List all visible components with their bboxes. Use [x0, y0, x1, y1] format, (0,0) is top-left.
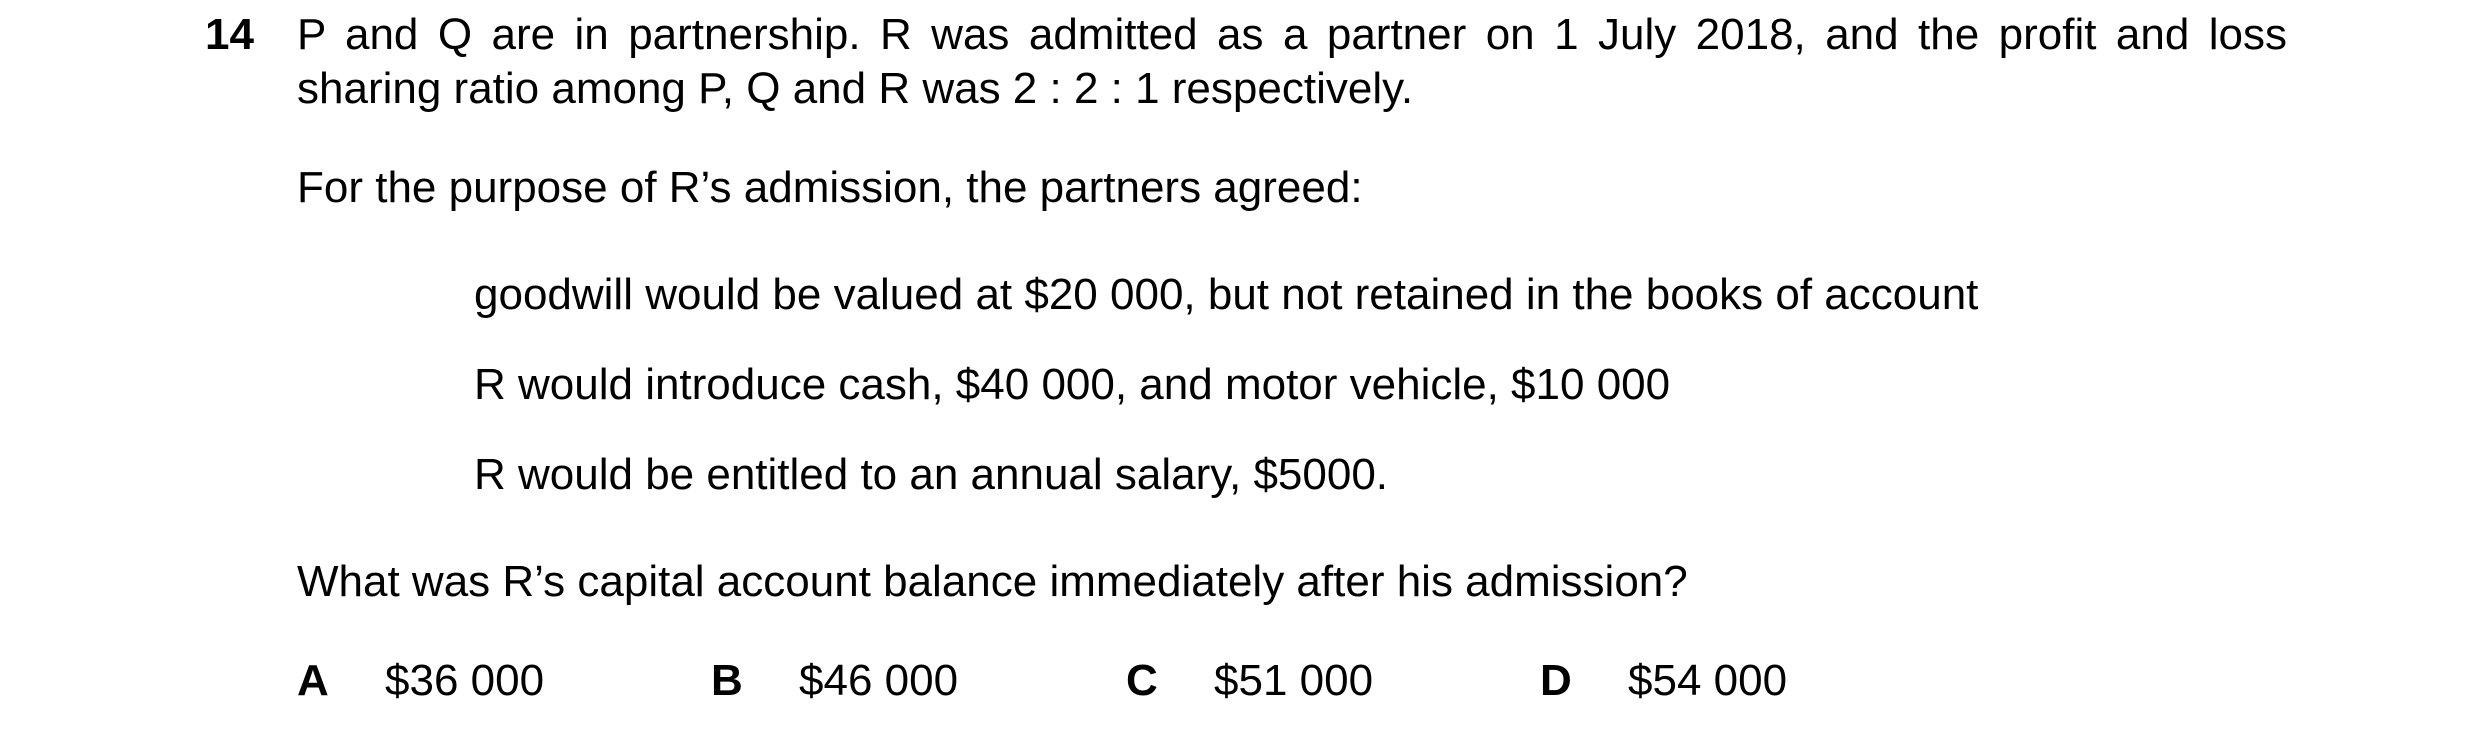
- question-stem: P and Q are in partnership. R was admitted as a partner on 1 July 2018, and the profit and loss sharing ratio among P, Q and R was 2 : 2 : 1 respectively.: [297, 10, 2287, 113]
- option-letter: A: [297, 656, 329, 705]
- option-d[interactable]: [1540, 654, 1787, 708]
- option-letter: D: [1540, 656, 1572, 705]
- option-letter: B: [711, 656, 743, 705]
- agreement-item-capital-introduced: R would introduce cash, $40 000, and motor vehicle, $10 000: [474, 360, 1671, 409]
- agreement-intro: For the purpose of R’s admission, the partners agreed:: [297, 163, 1363, 212]
- option-a[interactable]: [297, 654, 544, 708]
- question-prompt: What was R’s capital account balance immediately after his admission?: [297, 557, 1688, 606]
- question-number: 14: [205, 10, 254, 59]
- option-value: $46 000: [799, 656, 959, 705]
- option-value: $51 000: [1214, 656, 1374, 705]
- option-b[interactable]: [711, 654, 958, 708]
- agreement-item-salary: R would be entitled to an annual salary, $5000.: [474, 450, 1389, 499]
- option-value: $36 000: [385, 656, 545, 705]
- option-value: $54 000: [1628, 656, 1788, 705]
- option-c[interactable]: [1126, 654, 1373, 708]
- option-letter: C: [1126, 656, 1158, 705]
- agreement-item-goodwill: goodwill would be valued at $20 000, but not retained in the books of account: [474, 270, 1979, 319]
